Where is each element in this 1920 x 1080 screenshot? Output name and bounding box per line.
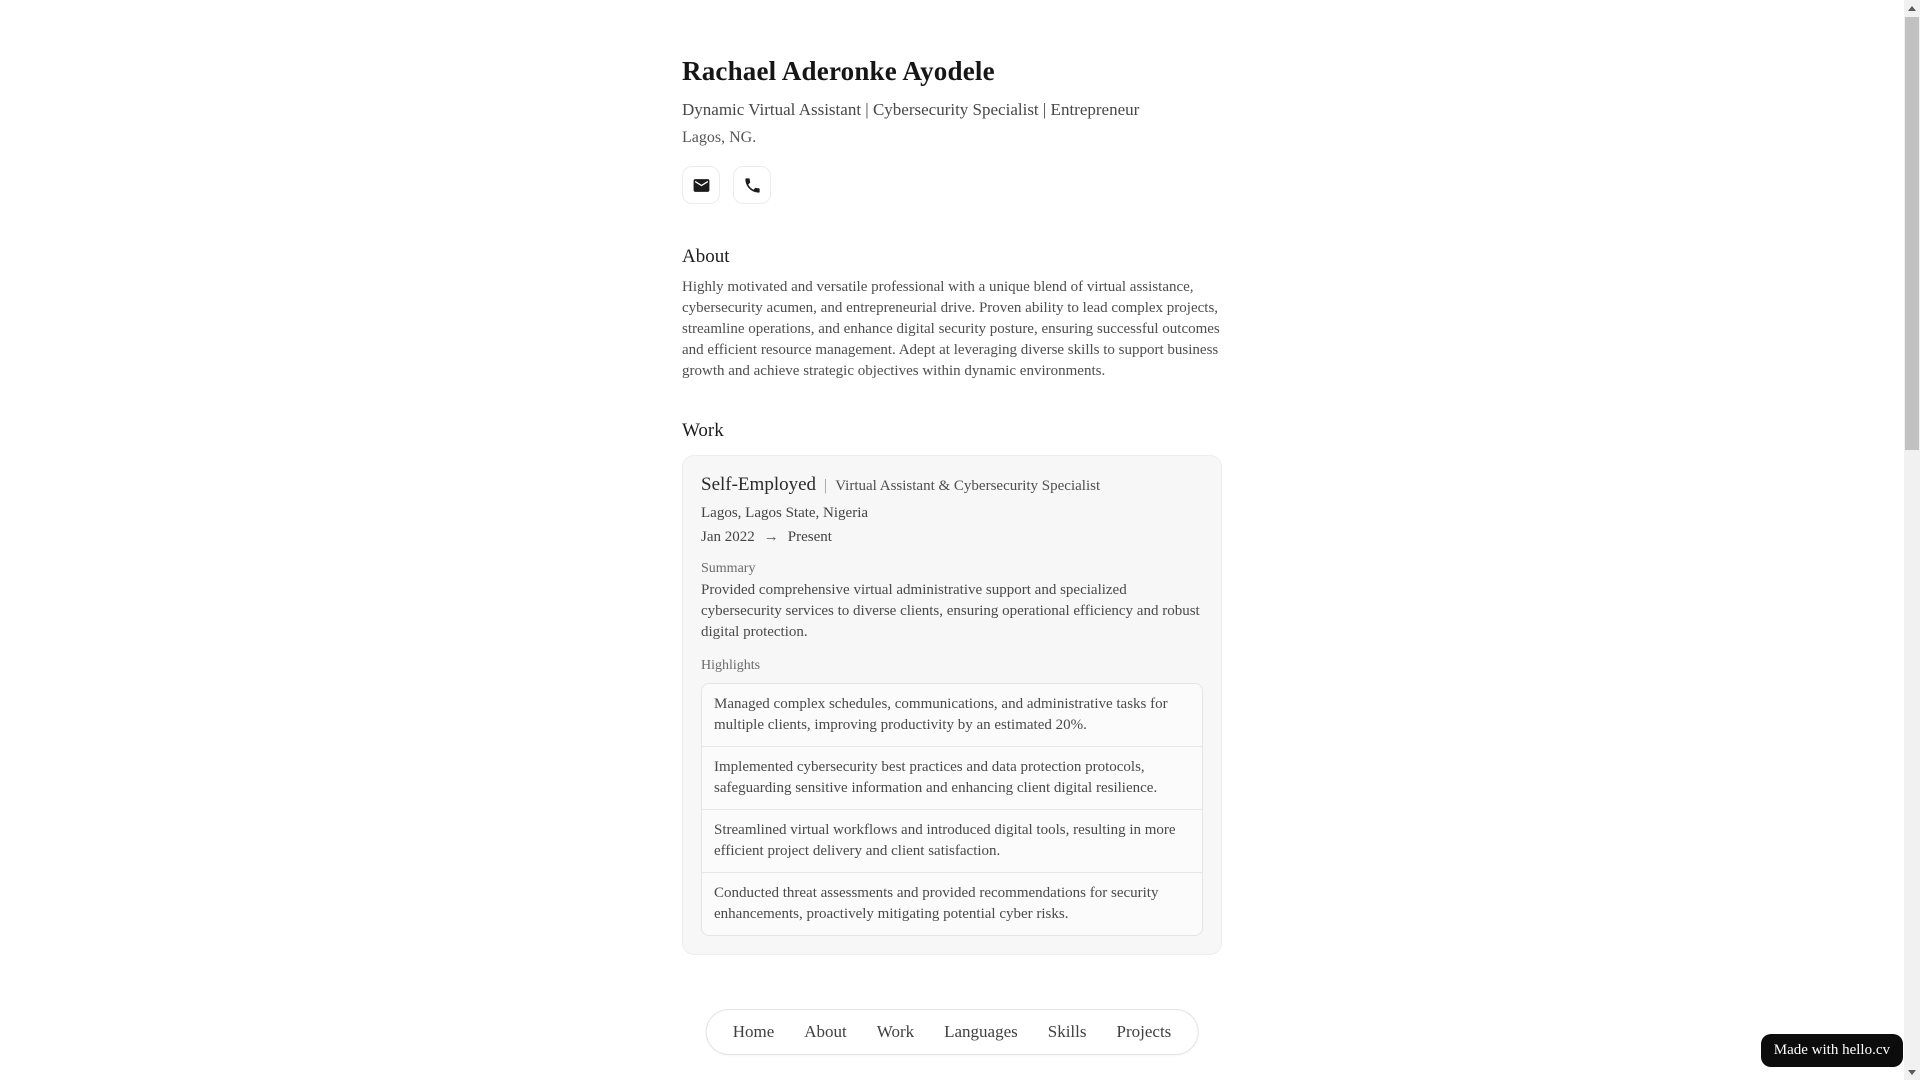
scrollbar-up-arrow[interactable] xyxy=(1904,0,1920,16)
nav-item-work[interactable]: Work xyxy=(876,1022,915,1041)
job-end-date: Present xyxy=(787,529,832,545)
nav-item-about[interactable]: About xyxy=(804,1022,847,1041)
scrollbar-down-arrow[interactable] xyxy=(1904,1064,1920,1080)
profile-name: Rachael Aderonke Ayodele xyxy=(682,56,995,86)
job-card xyxy=(682,455,1222,955)
made-with-badge[interactable]: Made with hello.cv xyxy=(1761,1034,1903,1067)
date-range-arrow-icon: → xyxy=(763,529,779,545)
profile-location: Lagos, NG. xyxy=(682,129,757,146)
about-heading: About xyxy=(682,246,730,267)
scrollbar-thumb[interactable] xyxy=(1905,17,1919,450)
highlights-list xyxy=(701,683,1203,936)
job-role: Virtual Assistant & Cybersecurity Specialist xyxy=(835,478,1101,494)
contact-buttons xyxy=(682,166,1222,204)
highlight-item: Conducted threat assessments and provided recommendations for security enhancements, proactively mitigating potential cyber risks. xyxy=(702,872,1202,935)
work-section xyxy=(682,420,1222,955)
bottom-nav xyxy=(706,1009,1199,1055)
about-body: Highly motivated and versatile professional with a unique blend of virtual assistance, cybersecurity acumen, and entrepreneurial drive. Proven ability to lead complex projects, streamline operations, and enhance digital security posture, ensuring successful outcomes and efficient resource management. Adept at leveraging diverse skills to support business growth and achieve strategic objectives within dynamic environments. xyxy=(682,279,1220,379)
envelope-icon xyxy=(692,176,711,195)
resume-page xyxy=(682,0,1222,955)
profile-header xyxy=(682,56,1222,204)
job-title-row xyxy=(701,474,1203,496)
highlight-item: Managed complex schedules, communications, and administrative tasks for multiple clients, improving productivity by an estimated 20%. xyxy=(714,696,1168,733)
highlight-item: Streamlined virtual workflows and introduced digital tools, resulting in more efficient project delivery and client satisfaction. xyxy=(702,809,1202,872)
nav-item-projects[interactable]: Projects xyxy=(1116,1022,1172,1041)
scrollbar[interactable] xyxy=(1904,0,1920,1080)
phone-button[interactable] xyxy=(733,166,771,204)
phone-icon xyxy=(743,176,762,195)
job-location: Lagos, Lagos State, Nigeria xyxy=(701,505,869,521)
job-dates xyxy=(701,529,1203,546)
job-title-separator: | xyxy=(824,477,828,494)
highlight-item: Implemented cybersecurity best practices and data protection protocols, safeguarding sensitive information and enhancing client digital resilience. xyxy=(702,746,1202,809)
job-summary: Provided comprehensive virtual administrative support and specialized cybersecurity services to diverse clients, ensuring operational efficiency and robust digital protection. xyxy=(701,582,1200,640)
job-employer: Self-Employed xyxy=(701,474,817,495)
nav-item-home[interactable]: Home xyxy=(732,1022,775,1041)
nav-item-languages[interactable]: Languages xyxy=(944,1022,1018,1041)
work-heading: Work xyxy=(682,420,724,441)
summary-label: Summary xyxy=(701,561,756,576)
nav-item-skills[interactable]: Skills xyxy=(1047,1022,1087,1041)
email-button[interactable] xyxy=(682,166,720,204)
job-start-date: Jan 2022 xyxy=(701,529,755,545)
profile-headline: Dynamic Virtual Assistant | Cybersecurity Specialist | Entrepreneur xyxy=(682,100,1140,119)
highlights-label: Highlights xyxy=(701,658,761,673)
about-section xyxy=(682,246,1222,382)
